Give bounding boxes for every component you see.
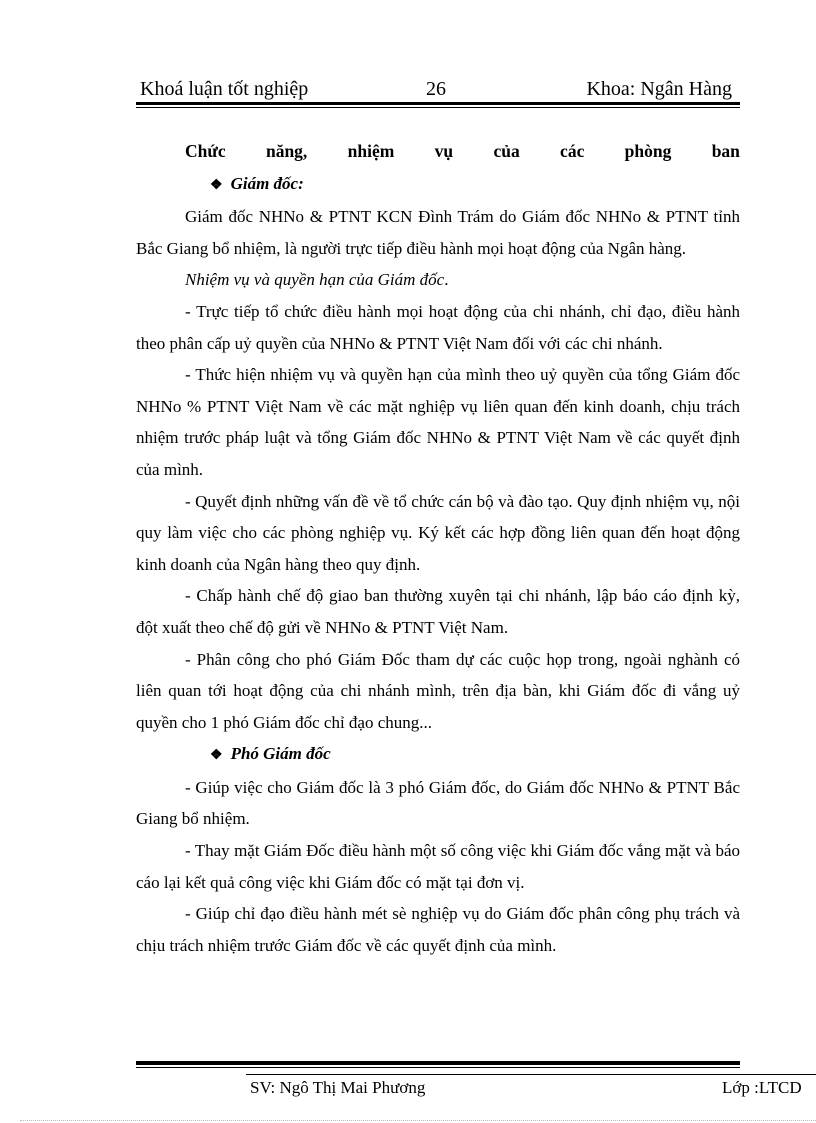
header-thesis-title: Khoá luận tốt nghiệp [140,78,309,100]
footer-divider [136,1061,740,1068]
director-duty-item: - Thức hiện nhiệm vụ và quyền hạn của mình theo uỷ quyền của tổng Giám đốc NHNo % PTNT Việt Nam về các mặt nghiệp vụ liên quan đến kinh doanh, chịu trách nhiệm trước pháp luật và tổng Giám đốc NHNo & PTNT Việt Nam về các quyết định của mình. [136,365,740,479]
director-duties-title: Nhiệm vụ và quyền hạn của Giám đốc. [185,270,449,290]
page-edge-dotted-line [20,1120,816,1121]
director-duty-item: - Chấp hành chế độ giao ban thường xuyên tại chi nhánh, lập báo cáo định kỳ, đột xuất theo chế độ gửi về NHNo & PTNT Việt Nam. [136,586,740,637]
footer-student: SV: Ngô Thị Mai Phương [250,1078,426,1097]
diamond-bullet-icon: ❖ [210,177,223,193]
deputy-duty-item: - Giúp việc cho Giám đốc là 3 phó Giám đốc, do Giám đốc NHNo & PTNT Bắc Giang bổ nhiệm. [136,777,740,829]
director-duty-item: - Trực tiếp tổ chức điều hành mọi hoạt động của chi nhánh, chỉ đạo, điều hành theo phân cấp uỷ quyền của NHNo & PTNT Việt Nam đối với các chi nhánh. [136,301,740,353]
page-header [136,74,740,104]
header-divider [136,102,740,108]
deputy-heading: ❖ Phó Giám đốc [210,744,331,764]
director-heading: ❖ Giám đốc: [210,173,304,193]
header-faculty: Khoa: Ngân Hàng [586,78,732,100]
header-page-number: 26 [426,78,446,100]
section-heading: Chức năng, nhiệm vụ của các phòng ban [185,141,740,161]
director-intro: Giám đốc NHNo & PTNT KCN Đình Trám do Giám đốc NHNo & PTNT tỉnh Bắc Giang bổ nhiệm, là người trực tiếp điều hành mọi hoạt động của Ngân hàng. [136,207,740,258]
footer-class: Lớp :LTCD [722,1078,802,1097]
deputy-duty-item: - Thay mặt Giám Đốc điều hành một số công việc khi Giám đốc vắng mặt và báo cáo lại kết quả công việc khi Giám đốc có mặt tại đơn vị. [136,841,740,892]
page-body [136,136,740,961]
director-duty-item: - Phân công cho phó Giám Đốc tham dự các cuộc họp trong, ngoài nghành có liên quan tới hoạt động của chi nhánh mình, trên địa bàn, khi Giám đốc đi vắng uỷ quyền cho 1 phó Giám đốc chỉ đạo chung... [136,649,740,732]
footer-divider-thin [246,1074,816,1075]
director-duty-item: - Quyết định những vấn đề về tổ chức cán bộ và đào tạo. Quy định nhiệm vụ, nội quy làm việc cho các phòng nghiệp vụ. Ký kết các hợp đồng liên quan đến hoạt động kinh doanh của Ngân hàng theo quy định. [136,491,740,574]
deputy-duty-item: - Giúp chỉ đạo điều hành mét sè nghiệp vụ do Giám đốc phân công phụ trách và chịu trách nhiệm trước Giám đốc về các quyết định của mình. [136,904,740,955]
diamond-bullet-icon: ❖ [210,748,223,764]
